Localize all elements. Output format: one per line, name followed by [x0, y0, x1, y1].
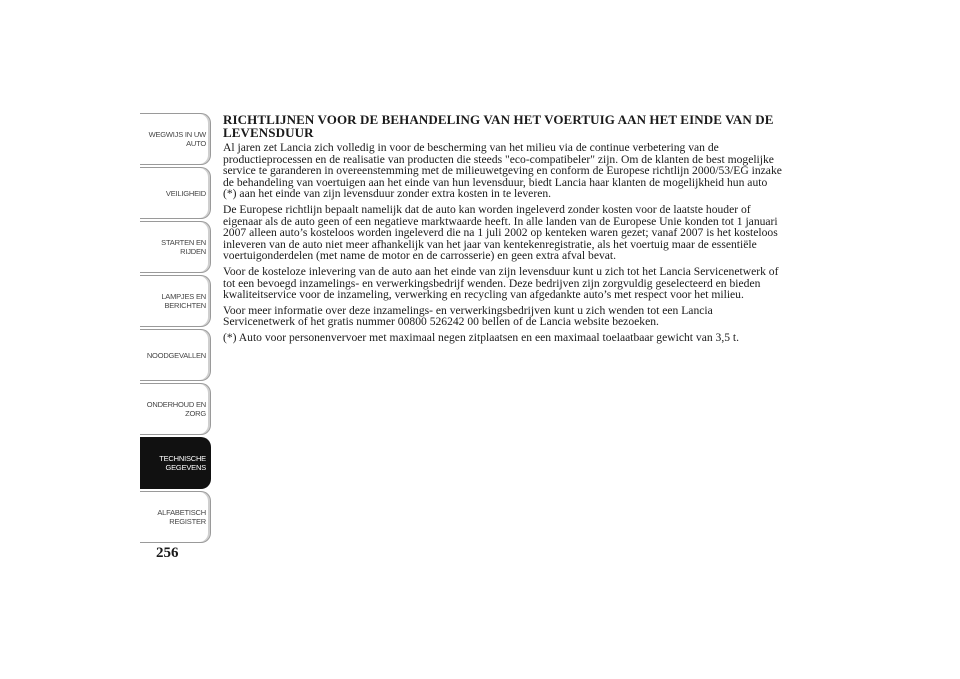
paragraph: Voor de kosteloze inlevering van de auto aan het einde van zijn levensduur kunt u zich tot het Lancia Servicenetwerk of tot een bevoegd inzamelings- en verwerkingsbedrijf wenden. Deze bedrijven zijn zorgvuldig geselecteerd en bieden kwaliteitservice voor de inzameling, verwerking en recycling van afgedankte auto’s met respect voor het milieu. [223, 264, 779, 302]
tab-label: STARTEN EN RIJDEN [161, 238, 206, 256]
tab-starten-en-rijden[interactable] [140, 221, 211, 273]
paragraph: Voor meer informatie over deze inzamelings- en verwerkingsbedrijven kunt u zich wenden tot een Lancia Servicenetwerk of het gratis nummer 00800 526242 00 bellen of de Lancia website bezoeken. [223, 303, 713, 329]
tab-noodgevallen[interactable] [140, 329, 211, 381]
tab-label: NOODGEVALLEN [146, 350, 206, 360]
chapter-tabs [140, 113, 211, 545]
tab-label: ONDERHOUD EN ZORG [146, 400, 206, 418]
tab-onderhoud-en-zorg[interactable] [140, 383, 211, 435]
paragraph: De Europese richtlijn bepaalt namelijk dat de auto kan worden ingeleverd zonder kosten voor de laatste houder of eigenaar als de auto geen of een negatieve marktwaarde heeft. In alle landen van de Europese Unie konden tot 1 januari 2007 alleen auto’s kosteloos worden ingeleverd die na 1 juli 2002 op kenteken waren gezet; vanaf 2007 is het kosteloos inleveren van de auto niet meer afhankelijk van het jaar van kentekenregistratie, als het voertuig maar de essentiële voertuigonderdelen (met name de motor en de carrosserie) en geen extra afval bevat. [223, 202, 778, 263]
tab-alfabetisch-register[interactable] [140, 491, 211, 543]
tab-label: TECHNISCHE GEGEVENS [159, 454, 206, 472]
tab-label: WEGWIJS IN UW AUTO [148, 130, 206, 148]
paragraph: Al jaren zet Lancia zich volledig in voor de bescherming van het milieu via de continue verbetering van de productieprocessen en de realisatie van producten die steeds "eco-compatibeler" zijn. Om de klanten de best mogelijke service te garanderen in overeenstemming met de milieuwetgeving en conform de Europese richtlijn 2000/53/EG inzake de behandeling van voertuigen aan het einde van hun levensduur, biedt Lancia haar klanten de mogelijkheid hun auto (*) aan het einde van zijn levensduur zonder extra kosten in te leveren. [223, 141, 782, 201]
tab-wegwijs-in-uw-auto[interactable] [140, 113, 211, 165]
tab-label: ALFABETISCH REGISTER [157, 508, 206, 526]
tab-technische-gegevens[interactable] [140, 437, 211, 489]
page-content [223, 113, 783, 348]
tab-label: VEILIGHEID [165, 188, 206, 198]
section-title: RICHTLIJNEN VOOR DE BEHANDELING VAN HET VOERTUIG AAN HET EINDE VAN DE LEVENSDUUR [223, 112, 774, 140]
tab-veiligheid[interactable] [140, 167, 211, 219]
page-number: 256 [156, 545, 179, 561]
tab-label: LAMPJES EN BERICHTEN [161, 292, 206, 310]
tab-lampjes-en-berichten[interactable] [140, 275, 211, 327]
footnote: (*) Auto voor personenvervoer met maximaal negen zitplaatsen en een maximaal toelaatbaar gewicht van 3,5 t. [223, 330, 740, 344]
